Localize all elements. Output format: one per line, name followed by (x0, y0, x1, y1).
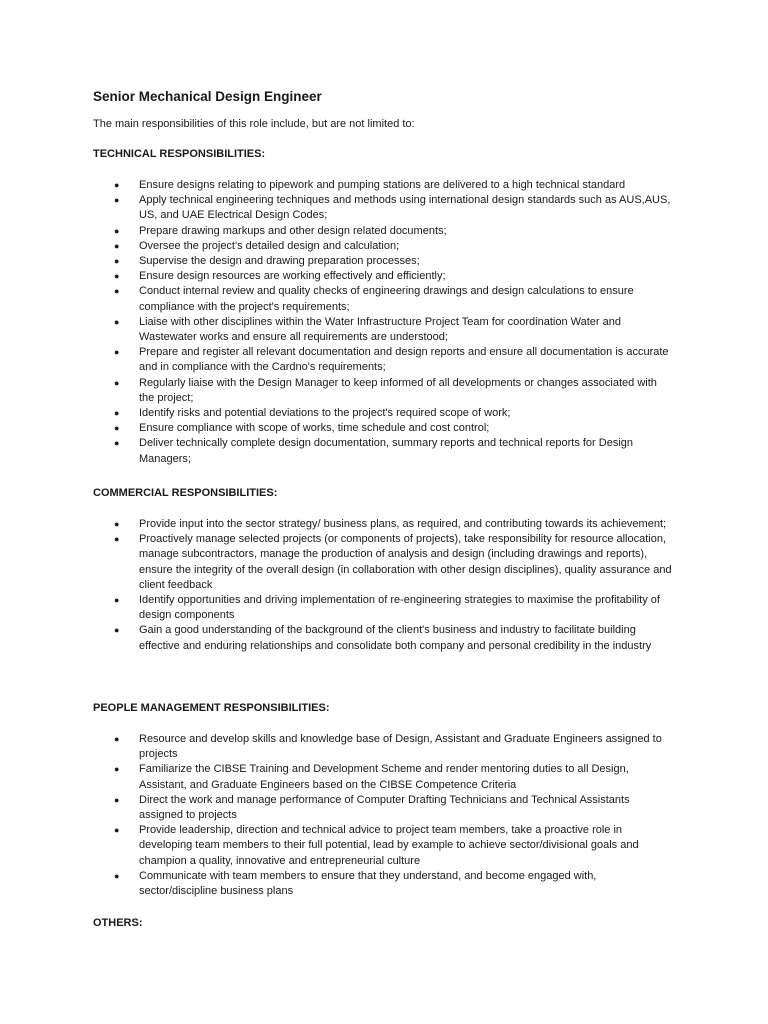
bullet-icon: ● (114, 256, 120, 267)
section-heading-technical: TECHNICAL RESPONSIBILITIES: (93, 148, 266, 160)
list-item-text: Apply technical engineering techniques and methods using international design standards such as AUS,AUS, US, and UAE Electrical Design Codes; (139, 194, 671, 222)
list-item-text: Liaise with other disciplines within the Water Infrastructure Project Team for coordination Water and Wastewater works and ensure all requirements are understood; (139, 315, 621, 344)
bullet-icon: ● (114, 271, 120, 282)
list-item (114, 517, 674, 532)
list-item-text: Supervise the design and drawing preparation processes; (139, 255, 420, 268)
bullet-icon: ● (114, 286, 120, 297)
list-item-text: Ensure compliance with scope of works, time schedule and cost control; (139, 422, 490, 435)
bullet-icon: ● (114, 438, 120, 449)
bullet-icon: ● (114, 625, 120, 636)
bullet-icon: ● (114, 595, 120, 606)
document-title: Senior Mechanical Design Engineer (93, 89, 322, 104)
list-item (114, 239, 674, 254)
list-item (114, 762, 674, 792)
list-item-text: Ensure design resources are working effectively and efficiently; (139, 270, 446, 283)
bullet-icon: ● (114, 225, 120, 236)
list-item (114, 193, 674, 223)
list-item-text: Identify risks and potential deviations to the project's required scope of work; (139, 407, 511, 420)
list-item (114, 732, 674, 762)
list-item (114, 254, 674, 269)
section-heading-commercial: COMMERCIAL RESPONSIBILITIES: (93, 487, 278, 499)
bullet-icon: ● (114, 195, 120, 206)
list-item-text: Proactively manage selected projects (or components of projects), take responsibility for resource allocation, manage subcontractors, manage the production of analysis and design (including drawings and reports), ensure the integrity of the overall design (in collaboration with other design disciplines), quality assurance and client feedback (139, 533, 672, 591)
list-item-text: Regularly liaise with the Design Manager to keep informed of all developments or changes associated with the project; (139, 376, 657, 404)
section-heading-people-management: PEOPLE MANAGEMENT RESPONSIBILITIES: (93, 702, 330, 714)
list-item (114, 376, 674, 406)
people-management-responsibilities-list (114, 732, 674, 899)
bullet-icon: ● (114, 347, 120, 358)
list-item-text: Prepare and register all relevant documentation and design reports and ensure all documentation is accurate and in compliance with the Cardno's requirements; (139, 346, 669, 374)
list-item (114, 269, 674, 284)
list-item-text: Prepare drawing markups and other design related documents; (139, 224, 447, 237)
list-item-text: Provide leadership, direction and technical advice to project team members, take a proactive role in developing team members to their full potential, lead by example to achieve sector/divisional goals and champion a quality, innovative and entrepreneurial culture (139, 824, 639, 867)
list-item (114, 532, 674, 593)
list-item-text: Oversee the project's detailed design and calculation; (139, 239, 400, 252)
list-item-text: Identify opportunities and driving implementation of re-engineering strategies to maximise the profitability of design components (139, 594, 660, 622)
list-item-text: Ensure designs relating to pipework and pumping stations are delivered to a high technical standard (139, 179, 626, 191)
list-item (114, 593, 674, 623)
list-item-text: Deliver technically complete design documentation, summary reports and technical reports for Design Managers; (139, 437, 634, 465)
list-item (114, 869, 674, 899)
list-item-text: Familiarize the CIBSE Training and Development Scheme and render mentoring duties to all Design, Assistant, and Graduate Engineers based on the CIBSE Competence Criteria (139, 763, 629, 791)
list-item (114, 178, 674, 193)
list-item (114, 406, 674, 421)
bullet-icon: ● (114, 408, 120, 419)
list-item (114, 315, 674, 345)
bullet-icon: ● (114, 534, 120, 545)
section-heading-others: OTHERS: (93, 917, 143, 929)
list-item (114, 345, 674, 375)
intro-text: The main responsibilities of this role include, but are not limited to: (93, 118, 415, 130)
bullet-icon: ● (114, 180, 120, 190)
list-item (114, 436, 674, 466)
list-item (114, 421, 674, 436)
bullet-icon: ● (114, 764, 120, 775)
bullet-icon: ● (114, 423, 120, 434)
bullet-icon: ● (114, 316, 120, 327)
bullet-icon: ● (114, 240, 120, 251)
bullet-icon: ● (114, 825, 120, 836)
commercial-responsibilities-list (114, 517, 674, 654)
list-item (114, 623, 674, 653)
list-item-text: Provide input into the sector strategy/ business plans, as required, and contributing towards its achievement; (139, 518, 667, 530)
list-item-text: Gain a good understanding of the background of the client's business and industry to facilitate building effective and enduring relationships and consolidate both company and personal credibility in the industry (139, 624, 652, 652)
list-item (114, 793, 674, 823)
list-item-text: Resource and develop skills and knowledge base of Design, Assistant and Graduate Engineers assigned to projects (139, 733, 662, 761)
list-item (114, 284, 674, 314)
list-item-text: Conduct internal review and quality checks of engineering drawings and design calculations to ensure compliance with the project's requirements; (139, 285, 634, 313)
bullet-icon: ● (114, 870, 120, 881)
bullet-icon: ● (114, 519, 120, 529)
technical-responsibilities-list (114, 178, 674, 467)
bullet-icon: ● (114, 794, 120, 805)
bullet-icon: ● (114, 734, 120, 744)
list-item-text: Direct the work and manage performance of Computer Drafting Technicians and Technical Assistants assigned to projects (139, 793, 630, 822)
list-item (114, 224, 674, 239)
bullet-icon: ● (114, 377, 120, 388)
list-item (114, 823, 674, 869)
list-item-text: Communicate with team members to ensure that they understand, and become engaged with, sector/discipline business plans (139, 869, 597, 898)
